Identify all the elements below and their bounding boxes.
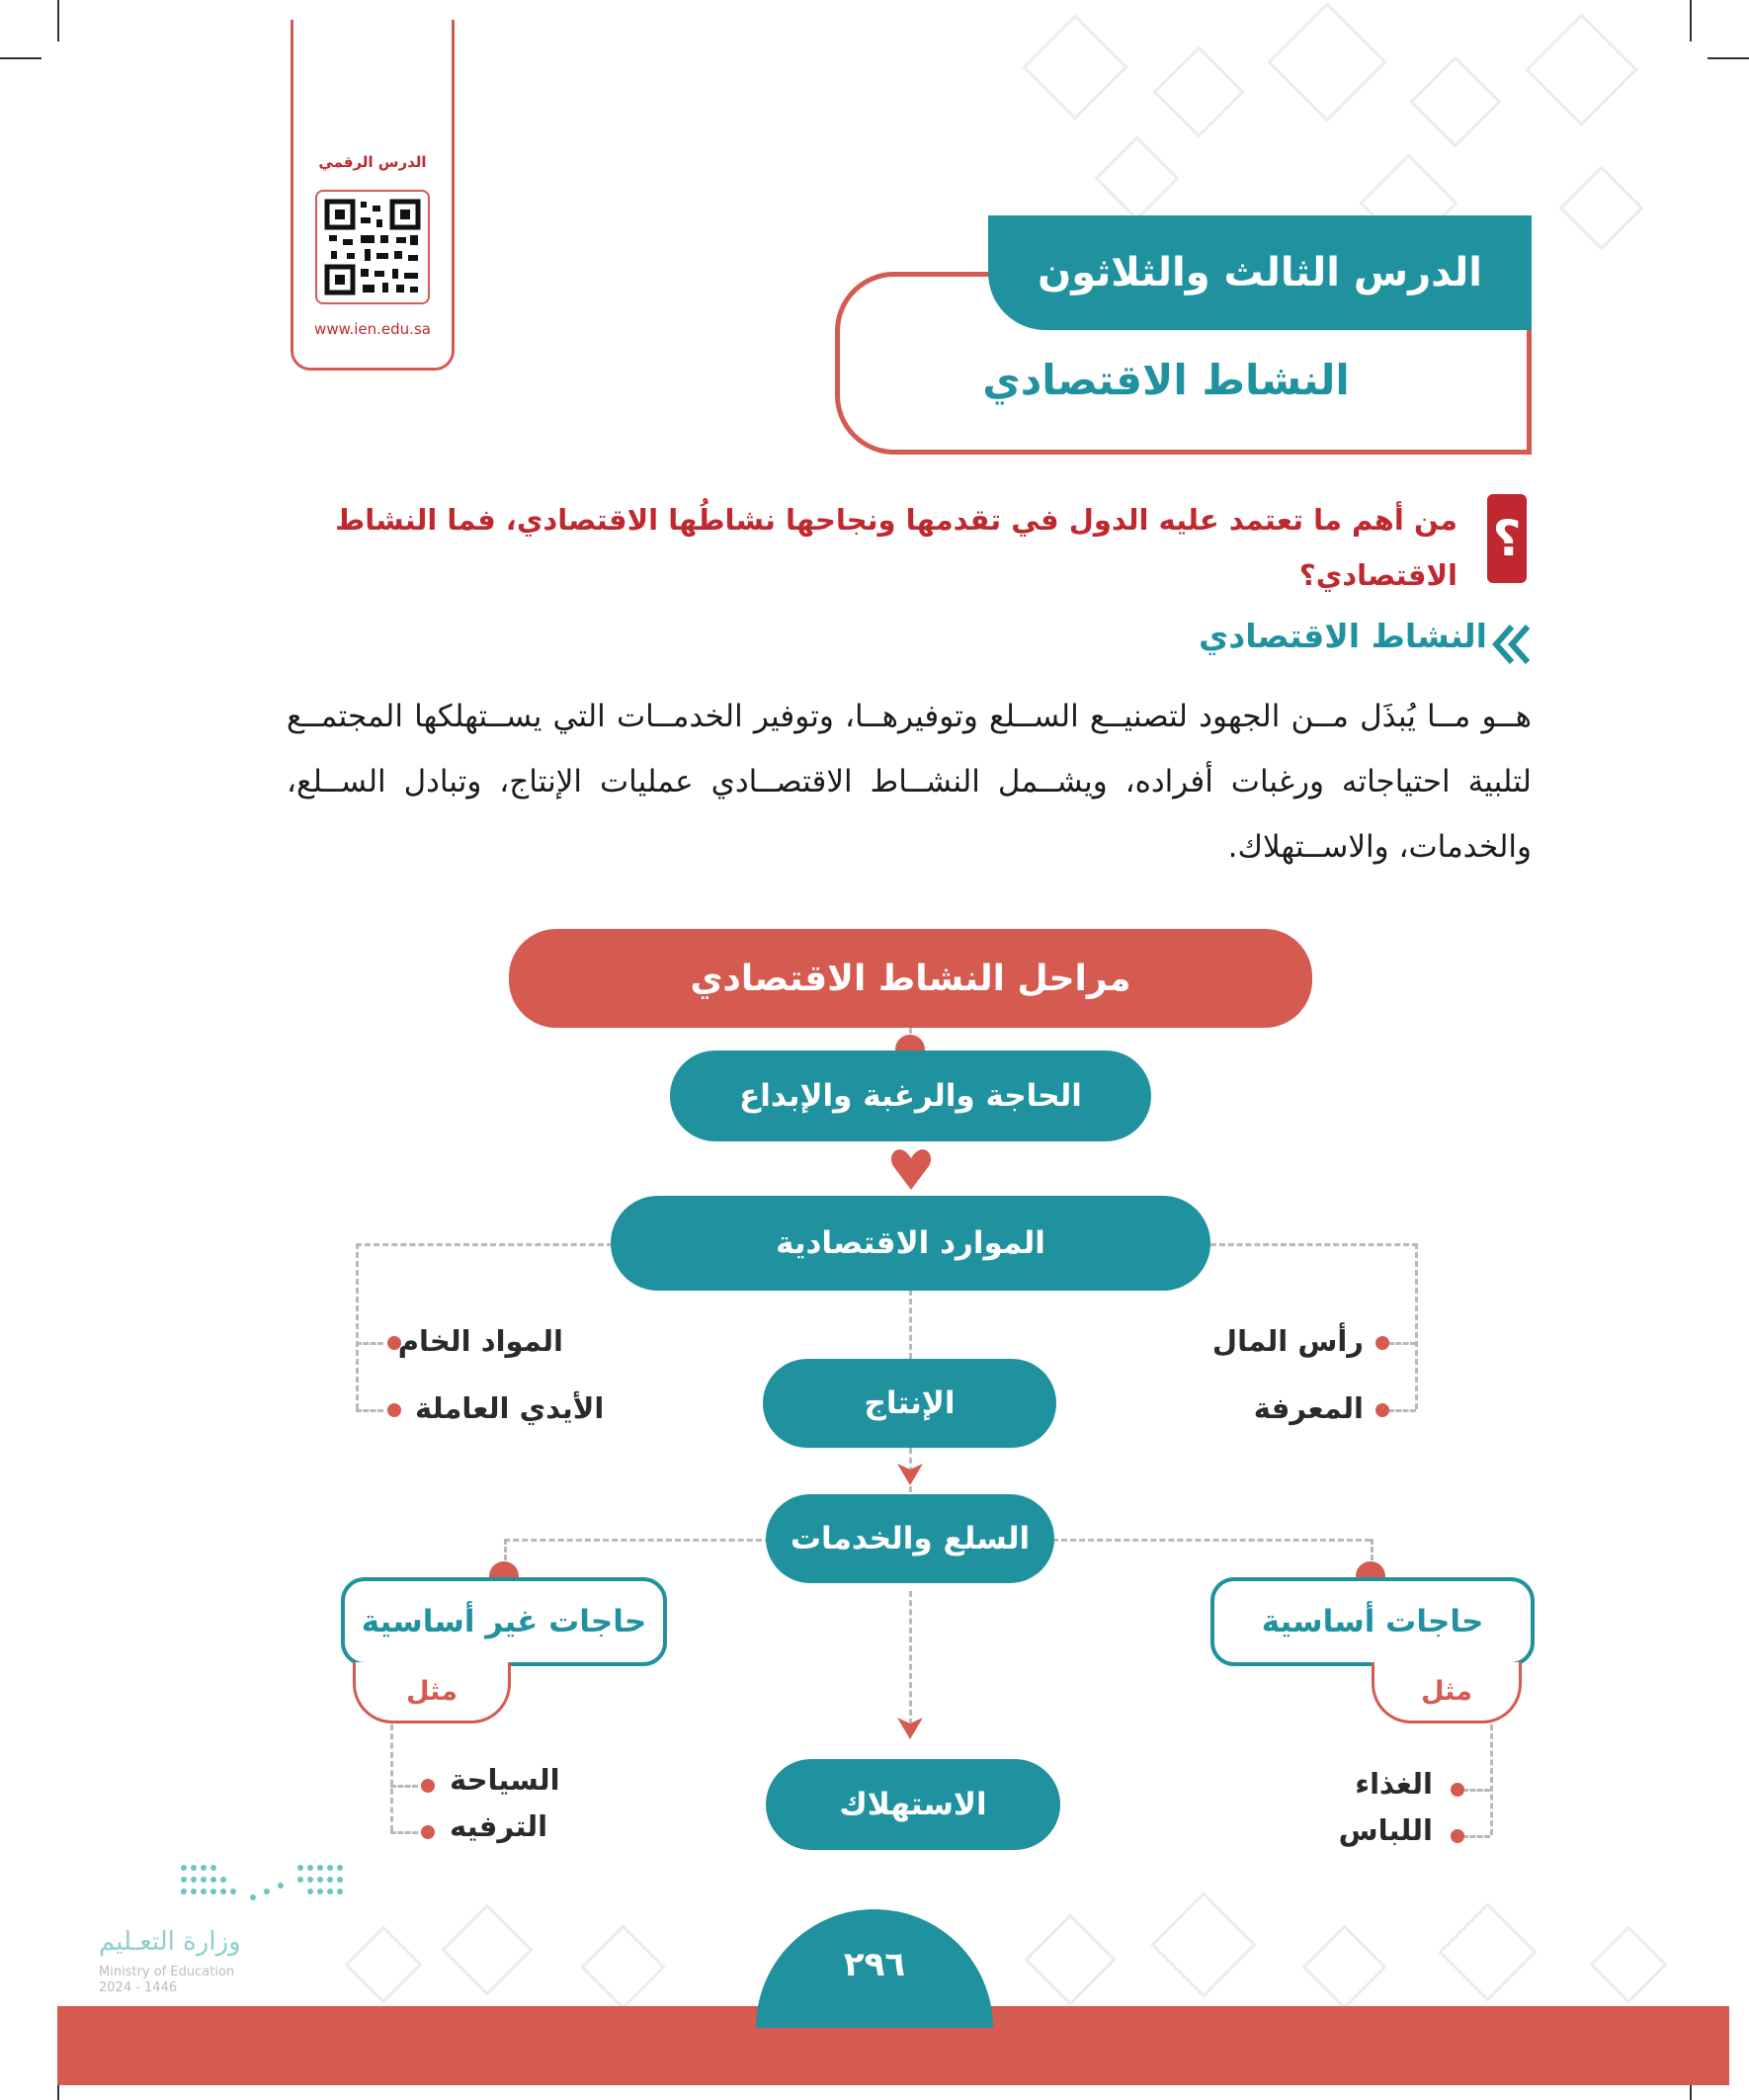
stage-goods-services: السلع والخدمات: [766, 1494, 1054, 1583]
arrow-down-icon: [895, 1712, 925, 1741]
ministry-emblem-icon: [178, 1858, 351, 1917]
lesson-number-banner: [988, 215, 1532, 330]
crop-mark: [57, 0, 59, 42]
page-number-badge: [756, 1909, 993, 2028]
section-heading: النشاط الاقتصادي: [1199, 617, 1487, 655]
lesson-number: الدرس الثالث والثلاثون: [1038, 250, 1482, 295]
resource-raw-materials: المواد الخام: [397, 1324, 563, 1358]
stage-need: الحاجة والرغبة والإبداع: [670, 1050, 1151, 1141]
basic-needs-box: حاجات أساسية: [1210, 1577, 1535, 1666]
bullet-dot: [1375, 1336, 1389, 1350]
bullet-dot: [1451, 1829, 1464, 1843]
question-mark-icon: ؟: [1492, 510, 1522, 567]
qr-url[interactable]: www.ien.edu.sa: [314, 320, 431, 338]
crop-mark: [0, 57, 42, 59]
example-clothing: اللباس: [1338, 1813, 1433, 1847]
intro-question: من أهم ما تعتمد عليه الدول في تقدمها ونجاحها نشاطُها الاقتصادي، فما النشاط الاقتصادي؟: [335, 503, 1458, 592]
example-entertainment: الترفيه: [450, 1809, 548, 1843]
basic-example-tab: مثل: [1372, 1662, 1522, 1723]
lesson-title: النشاط الاقتصادي: [982, 356, 1350, 404]
resource-labor: الأيدي العاملة: [415, 1391, 605, 1425]
example-food: الغذاء: [1355, 1767, 1433, 1801]
bullet-dot: [421, 1779, 435, 1793]
example-tourism: السياحة: [450, 1763, 560, 1797]
arrow-down-icon: [895, 1458, 925, 1487]
ministry-name-en: Ministry of Education: [99, 1965, 235, 1979]
heart-arrow-icon: [889, 1146, 933, 1192]
resource-capital: رأس المال: [1211, 1324, 1364, 1358]
stage-resources: الموارد الاقتصادية: [611, 1196, 1210, 1291]
diagram-title: مراحل النشاط الاقتصادي: [509, 929, 1312, 1028]
question-icon: [1487, 494, 1527, 583]
crop-mark: [1707, 57, 1749, 59]
resource-knowledge: المعرفة: [1253, 1391, 1364, 1425]
bullet-dot: [1375, 1403, 1389, 1417]
qr-panel: [291, 20, 455, 371]
bullet-dot: [1451, 1783, 1464, 1797]
nonbasic-example-tab: مثل: [353, 1662, 511, 1723]
page-number: ٢٩٦: [843, 1945, 906, 1984]
edition: 2024 - 1446: [99, 1980, 178, 1995]
stage-consumption: الاستهلاك: [766, 1759, 1060, 1850]
ministry-name-ar: وزارة التعـليم: [99, 1927, 241, 1957]
nonbasic-needs-box: حاجات غير أساسية: [341, 1577, 667, 1666]
bullet-dot: [421, 1825, 435, 1839]
stage-production: الإنتاج: [763, 1359, 1056, 1448]
qr-code[interactable]: [315, 190, 430, 304]
bullet-dot: [387, 1403, 401, 1417]
qr-label: الدرس الرقمي: [318, 153, 427, 171]
section-paragraph: هــو مــا يُبذَل مــن الجهود لتصنيــع الســلع وتوفيرهــا، وتوفير الخدمــات التي يســتهلكها المجتمــع لتلبية احتياجاته ورغبات أفراده، ويشــمل النشــاط الاقتصــادي عمليات الإنتاج، وتبادل الســلع، والخدمات، والاســتهلاك.: [287, 699, 1532, 865]
ministry-logo: [99, 1858, 356, 2006]
section-chevron-icon: [1492, 623, 1534, 666]
crop-mark: [1690, 0, 1692, 42]
